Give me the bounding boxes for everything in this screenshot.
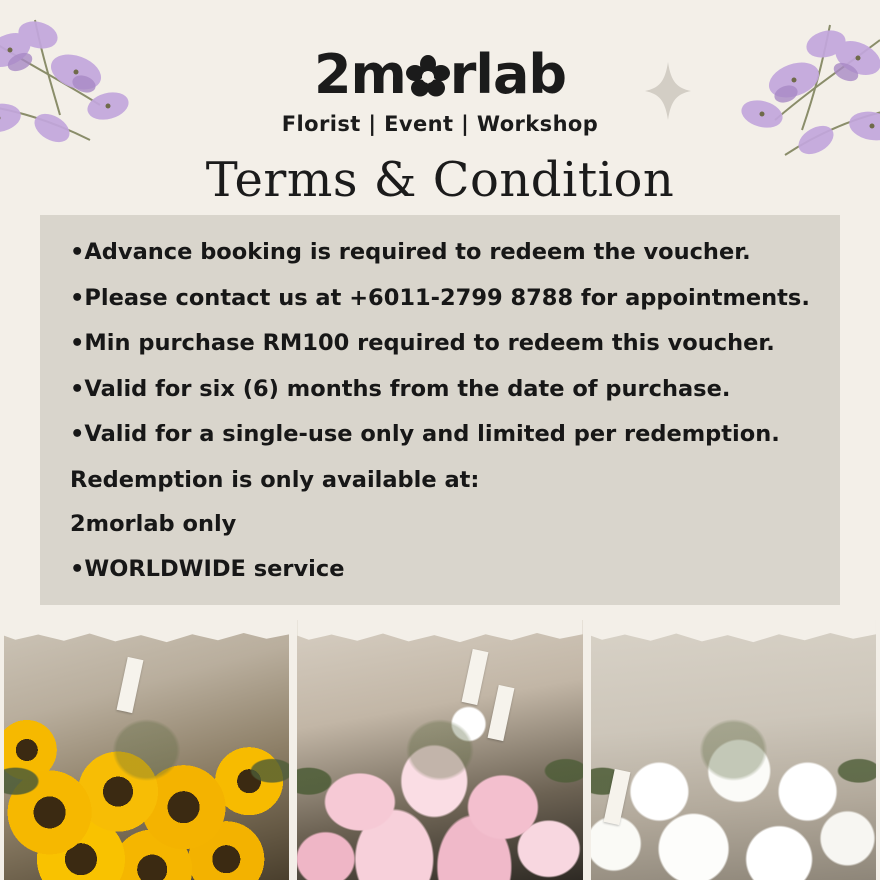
term-item: •Please contact us at +6011-2799 8788 for appointments. xyxy=(70,284,810,311)
photo-strip xyxy=(0,620,880,880)
term-item: 2morlab only xyxy=(70,511,237,537)
term-item: •Valid for six (6) months from the date of purchase. xyxy=(70,375,731,402)
foliage-overlay xyxy=(297,620,582,880)
brand-logo xyxy=(0,43,880,136)
terms-panel xyxy=(40,215,840,605)
logo-text-after: rlab xyxy=(449,43,567,106)
flower-icon xyxy=(406,54,450,98)
page-title: Terms & Condition xyxy=(205,152,675,208)
logo-wordmark xyxy=(313,43,567,106)
foliage-overlay xyxy=(4,620,289,880)
logo-tagline: Florist | Event | Workshop xyxy=(281,112,599,136)
foliage-overlay xyxy=(591,620,876,880)
term-item: Redemption is only available at: xyxy=(70,466,480,493)
pink-tulip-bouquet-photo xyxy=(297,620,582,880)
term-item: •Advance booking is required to redeem the voucher. xyxy=(70,239,751,265)
term-item: •Valid for a single-use only and limited per redemption. xyxy=(70,421,780,447)
term-item: •WORLDWIDE service xyxy=(70,555,345,582)
sunflower-bouquet-photo xyxy=(4,620,289,880)
white-bouquet-photo xyxy=(591,620,876,880)
term-item: •Min purchase RM100 required to redeem this voucher. xyxy=(70,330,775,356)
logo-text-before: 2m xyxy=(313,43,406,106)
